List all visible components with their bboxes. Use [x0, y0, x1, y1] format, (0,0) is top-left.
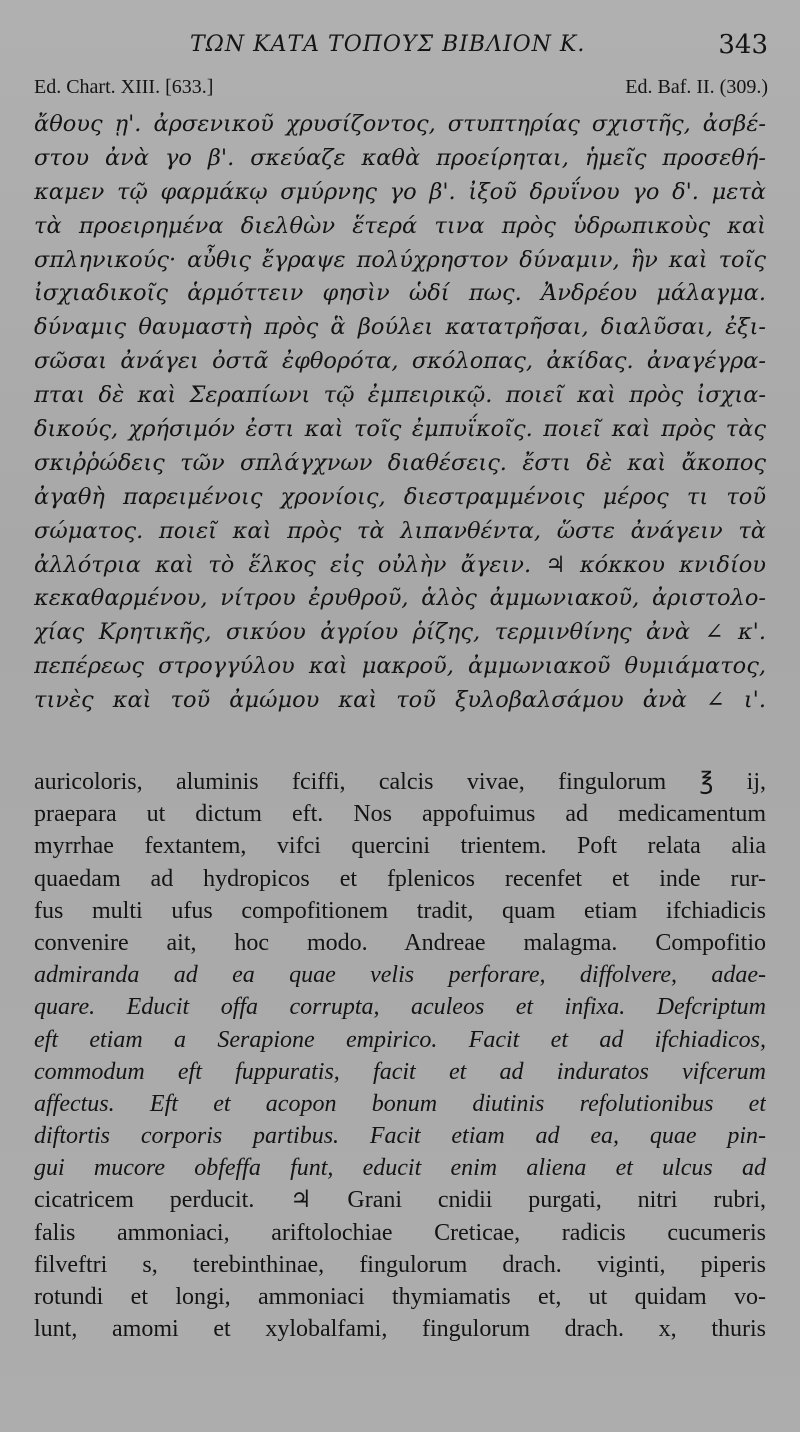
greek-line: δικούς, χρήσιμόν ἐστι καὶ τοῖς ἐμπυΐκοῖς. ποιεῖ καὶ πρὸς τὰς	[34, 416, 766, 443]
page-number: 343	[718, 30, 768, 60]
greek-line: τὰ προειρημένα διελθὼν ἕτερά τινα πρὸς ὑδρωπικοὺς καὶ	[34, 212, 766, 239]
greek-line: σκιῤῥώδεις τῶν σπλάγχνων διαθέσεις. ἔστι δὲ καὶ ἄκοπος	[34, 449, 766, 476]
greek-line: στου ἀνὰ γο β'. σκεύαζε καθὰ προείρηται, ἡμεῖς προσεθή-	[34, 144, 766, 171]
running-title: ΤΩΝ ΚΑΤΑ ΤΟΠΟΥΣ ΒΙΒΛΙΟΝ Κ.	[190, 32, 586, 57]
latin-line: fus multi ufus compofitionem tradit, quam etiam ifchiadicis	[34, 897, 766, 924]
latin-line: cicatricem perducit. ♃ Grani cnidii purgati, nitri rubri,	[34, 1187, 766, 1214]
greek-line: σώματος. ποιεῖ καὶ πρὸς τὰ λιπανθέντα, ὥστε ἀνάγειν τὰ	[34, 517, 766, 544]
greek-line: σῶσαι ἀνάγει ὀστᾶ ἐφθορότα, σκόλοπας, ἀκίδας. ἀναγέγρα-	[34, 348, 766, 375]
latin-line: affectus. Eft et acopon bonum diutinis refolutionibus et	[34, 1090, 766, 1117]
running-head	[0, 28, 800, 68]
greek-text-block	[34, 108, 766, 718]
edition-basel: Ed. Baf. II. (309.)	[625, 76, 768, 98]
greek-line: πται δὲ καὶ Σεραπίωνι τῷ ἐμπειρικῷ. ποιεῖ καὶ πρὸς ἰσχια-	[34, 382, 766, 409]
latin-line: myrrhae fextantem, vifci quercini trientem. Poft relata alia	[34, 833, 766, 860]
greek-line: κεκαθαρμένου, νίτρου ἐρυθροῦ, ἁλὸς ἀμμωνιακοῦ, ἀριστολο-	[34, 585, 766, 612]
greek-line: ἰσχιαδικοῖς ἁρμόττειν φησὶν ὡδί πως. Ἀνδρέου μάλαγμα.	[34, 280, 766, 307]
latin-line: auricoloris, aluminis fciffi, calcis vivae, fingulorum ℥ ij,	[34, 769, 766, 795]
edition-references	[34, 76, 768, 106]
latin-line: filveftri s, terebinthinae, fingulorum drach. viginti, piperis	[34, 1251, 766, 1278]
greek-line: χίας Κρητικῆς, σικύου ἀγρίου ῥίζης, τερμινθίνης ἀνὰ ∠ κ'.	[34, 619, 766, 646]
greek-line: τινὲς καὶ τοῦ ἀμώμου καὶ τοῦ ξυλοβαλσάμου ἀνὰ ∠ ι'.	[34, 687, 766, 714]
greek-line: ἀγαθὴ παρειμένοις χρονίοις, διεστραμμένοις μέρος τι τοῦ	[34, 483, 766, 510]
latin-line: falis ammoniaci, ariftolochiae Creticae, radicis cucumeris	[34, 1219, 766, 1246]
greek-line: ἀλλότρια καὶ τὸ ἕλκος εἰς οὐλὴν ἄγειν. ♃ κόκκου κνιδίου	[34, 551, 766, 578]
greek-line: ἄθους ῃ'. ἀρσενικοῦ χρυσίζοντος, στυπτηρίας σχιστῆς, ἀσβέ-	[34, 111, 766, 137]
latin-line: praepara ut dictum eft. Nos appofuimus ad medicamentum	[34, 801, 766, 828]
greek-line: δύναμις θαυμαστὴ πρὸς ἃ βούλει κατατρῆσαι, διαλῦσαι, ἐξι-	[34, 314, 766, 341]
latin-line: rotundi et longi, ammoniaci thymiamatis et, ut quidam vo-	[34, 1284, 766, 1310]
greek-line: σπληνικούς· αὖθις ἔγραψε πολύχρηστον δύναμιν, ἣν καὶ τοῖς	[34, 246, 766, 273]
latin-line: lunt, amomi et xylobalfami, fingulorum drach. x, thuris	[34, 1316, 766, 1343]
latin-line: commodum eft fuppuratis, facit et ad induratos vifcerum	[34, 1058, 766, 1085]
latin-line: quare. Educit offa corrupta, aculeos et infixa. Defcriptum	[34, 994, 766, 1021]
greek-line: καμεν τῷ φαρμάκῳ σμύρνης γο β'. ἰξοῦ δρυΐνου γο δ'. μετὰ	[34, 178, 766, 205]
latin-line: convenire ait, hoc modo. Andreae malagma. Compofitio	[34, 929, 766, 956]
greek-line: πεπέρεως στρογγύλου καὶ μακροῦ, ἀμμωνιακοῦ θυμιάματος,	[34, 653, 766, 680]
latin-line: diftortis corporis partibus. Facit etiam ad ea, quae pin-	[34, 1123, 766, 1150]
latin-line: admiranda ad ea quae velis perforare, diffolvere, adae-	[34, 962, 766, 989]
latin-line: eft etiam a Serapione empirico. Facit et ad ifchiadicos,	[34, 1026, 766, 1053]
latin-line: gui mucore obfeffa funt, educit enim aliena et ulcus ad	[34, 1155, 766, 1182]
edition-chartier: Ed. Chart. XIII. [633.]	[34, 76, 214, 98]
latin-line: quaedam ad hydropicos et fplenicos recenfet et inde rur-	[34, 865, 766, 892]
latin-text-block	[34, 766, 766, 1345]
